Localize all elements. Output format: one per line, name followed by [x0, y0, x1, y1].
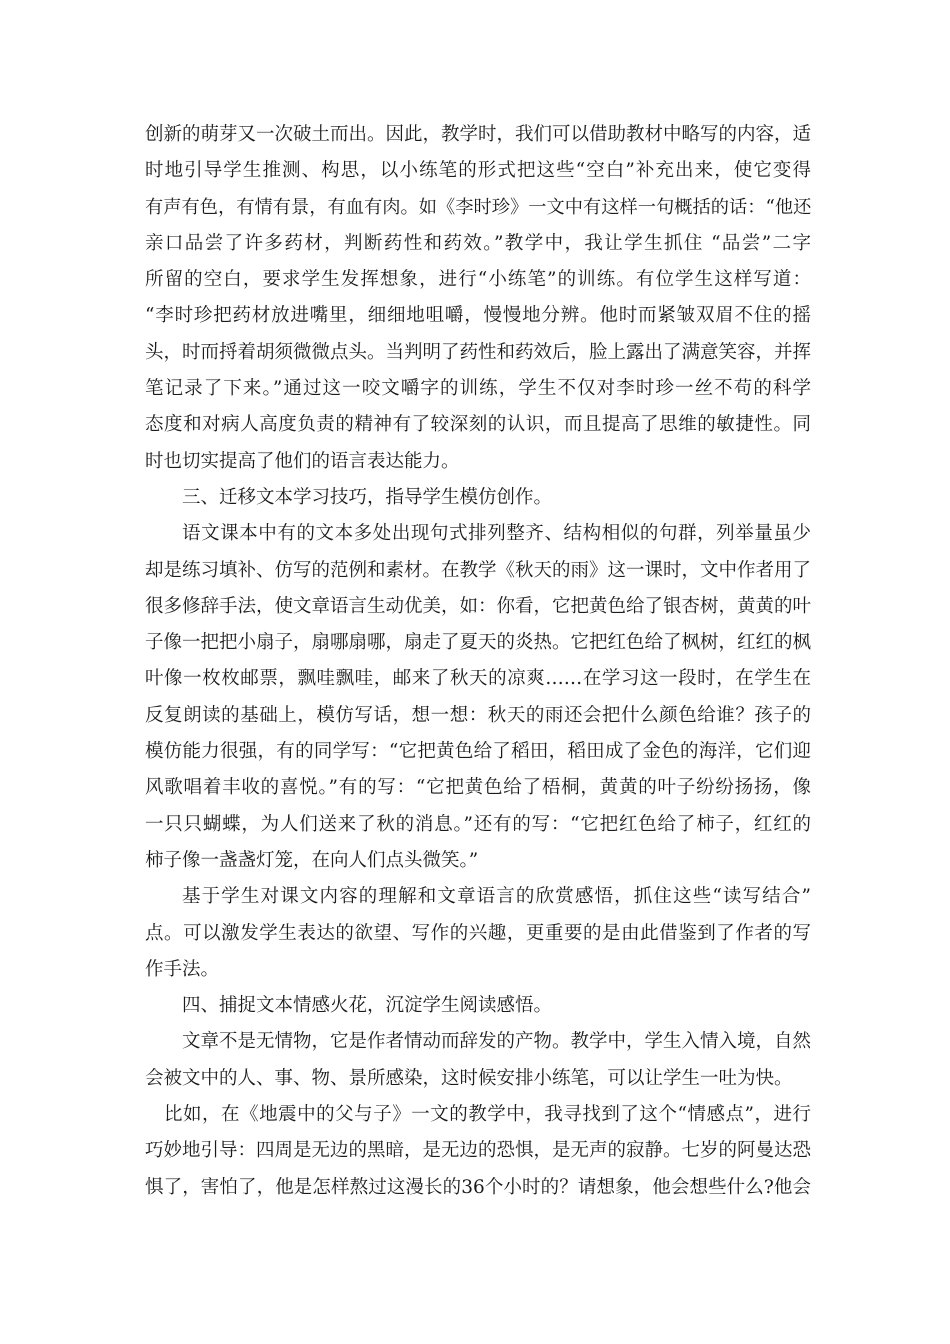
text-line: 笔记录了下来。”通过这一咬文嚼字的训练，学生不仅对李时珍一丝不苟的科学 — [145, 378, 811, 400]
document-body — [145, 117, 811, 1206]
text-line: 却是练习填补、仿写的范例和素材。在教学《秋天的雨》这一课时，文中作者用了 — [145, 559, 811, 581]
text-line: 风歌唱着丰收的喜悦。”有的写：“它把黄色给了梧桐，黄黄的叶子纷纷扬扬，像 — [145, 777, 811, 799]
text-line: 文章不是无情物，它是作者情动而辞发的产物。教学中，学生入情入境，自然 — [182, 1031, 811, 1053]
text-line: 时也切实提高了他们的语言表达能力。 — [145, 450, 460, 472]
text-line: 巧妙地引导：四周是无边的黑暗，是无边的恐惧，是无声的寂静。七岁的阿曼达恐 — [145, 1140, 811, 1162]
text-line: 惧了，害怕了，他是怎样熬过这漫长的36个小时的？请想象，他会想些什么?他会 — [145, 1176, 811, 1198]
text-line: 态度和对病人高度负责的精神有了较深刻的认识，而且提高了思维的敏捷性。同 — [145, 414, 811, 436]
text-line: 点。可以激发学生表达的欲望、写作的兴趣，更重要的是由此借鉴到了作者的写 — [145, 922, 811, 944]
text-line: 一只只蝴蝶，为人们送来了秋的消息。”还有的写：“它把红色给了柿子，红红的 — [145, 813, 811, 835]
section-heading: 三、迁移文本学习技巧，指导学生模仿创作。 — [182, 486, 553, 508]
text-line: “李时珍把药材放进嘴里，细细地咀嚼，慢慢地分辨。他时而紧皱双眉不住的摇 — [145, 305, 811, 327]
text-line: 作手法。 — [145, 958, 220, 980]
text-line: 很多修辞手法，使文章语言生动优美，如：你看，它把黄色给了银杏树，黄黄的叶 — [145, 595, 811, 617]
text-line: 亲口品尝了许多药材，判断药性和药效。”教学中，我让学生抓住 “品尝”二字 — [145, 232, 811, 254]
text-line: 子像一把把小扇子，扇哪扇哪，扇走了夏天的炎热。它把红色给了枫树，红红的枫 — [145, 632, 811, 654]
text-line: 有声有色，有情有景，有血有肉。如《李时珍》一文中有这样一句概括的话：“他还 — [145, 196, 811, 218]
text-line: 创新的萌芽又一次破土而出。因此，教学时，我们可以借助教材中略写的内容，适 — [145, 124, 811, 145]
text-line: 语文课本中有的文本多处出现句式排列整齐、结构相似的句群，列举量虽少 — [182, 523, 811, 545]
text-line: 会被文中的人、事、物、景所感染，这时候安排小练笔，可以让学生一吐为快。 — [145, 1067, 793, 1089]
text-line: 比如，在《地震中的父与子》一文的教学中，我寻找到了这个“情感点”，进行 — [164, 1104, 811, 1126]
text-line: 柿子像一盏盏灯笼，在向人们点头微笑。” — [145, 849, 479, 871]
text-line: 头，时而捋着胡须微微点头。当判明了药性和药效后，脸上露出了满意笑容，并挥 — [145, 341, 811, 363]
text-line: 时地引导学生推测、构思，以小练笔的形式把这些“空白”补充出来，使它变得 — [145, 160, 811, 182]
text-line: 模仿能力很强，有的同学写：“它把黄色给了稻田，稻田成了金色的海洋，它们迎 — [145, 741, 811, 763]
section-heading: 四、捕捉文本情感火花，沉淀学生阅读感悟。 — [182, 995, 553, 1017]
text-line: 反复朗读的基础上，模仿写话，想一想：秋天的雨还会把什么颜色给谁？孩子的 — [145, 704, 811, 726]
text-line: 基于学生对课文内容的理解和文章语言的欣赏感悟，抓住这些“读写结合” — [182, 886, 811, 908]
text-line: 所留的空白，要求学生发挥想象，进行“小练笔”的训练。有位学生这样写道： — [145, 269, 811, 291]
text-line: 叶像一枚枚邮票，飘哇飘哇，邮来了秋天的凉爽……在学习这一段时，在学生在 — [145, 668, 811, 690]
